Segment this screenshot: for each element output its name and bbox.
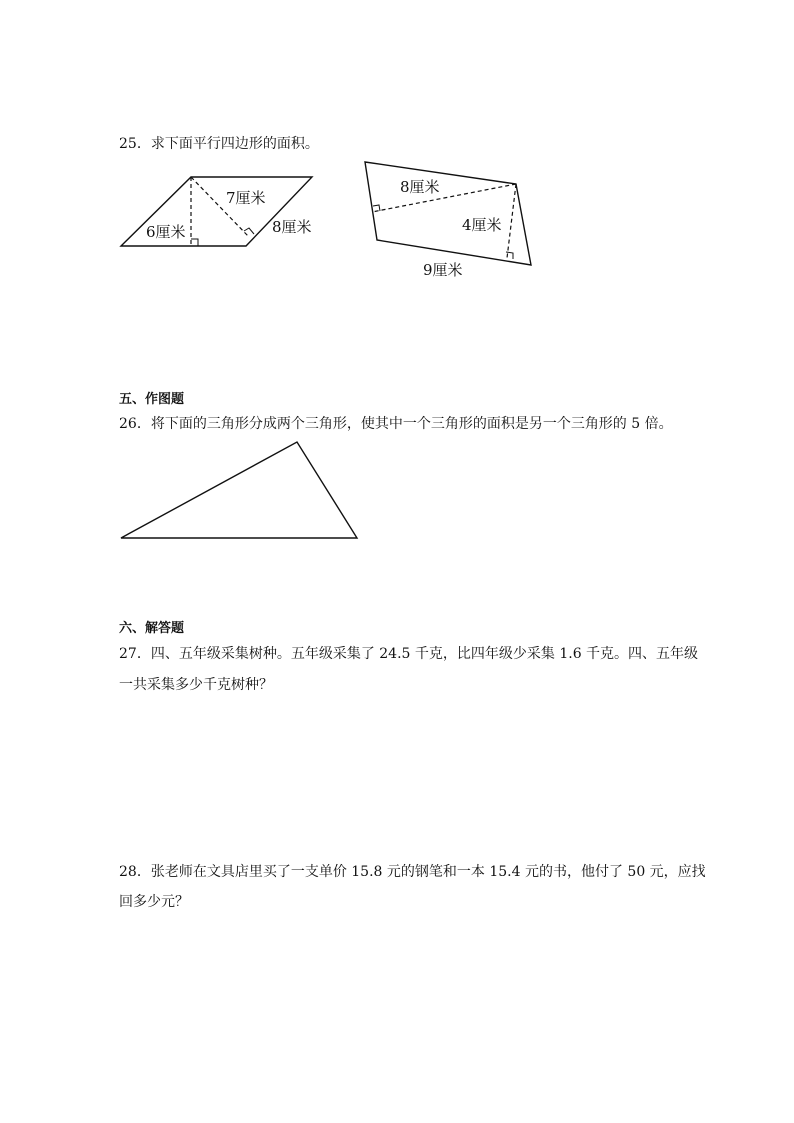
parallelogram-1-perpendicular	[191, 177, 249, 237]
fig2-label-height: 4厘米	[462, 216, 502, 234]
fig2-label-diag: 8厘米	[400, 178, 440, 196]
parallelogram-2-outline	[365, 162, 531, 265]
q28-line2: 回多少元？	[119, 894, 189, 910]
q28-line1: 28．张老师在文具店里买了一支单价 15.8 元的钢笔和一本 15.4 元的书，他付了 50 元，应找	[119, 864, 706, 880]
q27-line1: 27．四、五年级采集树种。五年级采集了 24.5 千克，比四年级少采集 1.6 千克。四、五年级	[119, 646, 699, 662]
section6-title: 六、解答题	[119, 621, 185, 636]
q26-text: 26．将下面的三角形分成两个三角形，使其中一个三角形的面积是另一个三角形的 5 倍。	[119, 416, 673, 432]
q27-line2: 一共采集多少千克树种？	[119, 677, 273, 693]
parallelogram-2-height	[507, 184, 516, 258]
right-angle-mark-3	[373, 205, 380, 211]
q25-text: 25．求下面平行四边形的面积。	[119, 136, 319, 152]
parallelogram-figure-2	[365, 162, 531, 279]
parallelogram-2-diag-height	[372, 184, 516, 212]
fig1-label-diag: 7厘米	[226, 189, 266, 207]
triangle-figure	[121, 442, 357, 538]
right-angle-mark-1	[191, 239, 198, 246]
fig1-label-left: 6厘米	[146, 223, 186, 241]
parallelogram-figure-1	[121, 177, 312, 246]
fig1-label-right: 8厘米	[272, 218, 312, 236]
fig2-label-base: 9厘米	[423, 261, 463, 279]
section5-title: 五、作图题	[119, 392, 185, 407]
